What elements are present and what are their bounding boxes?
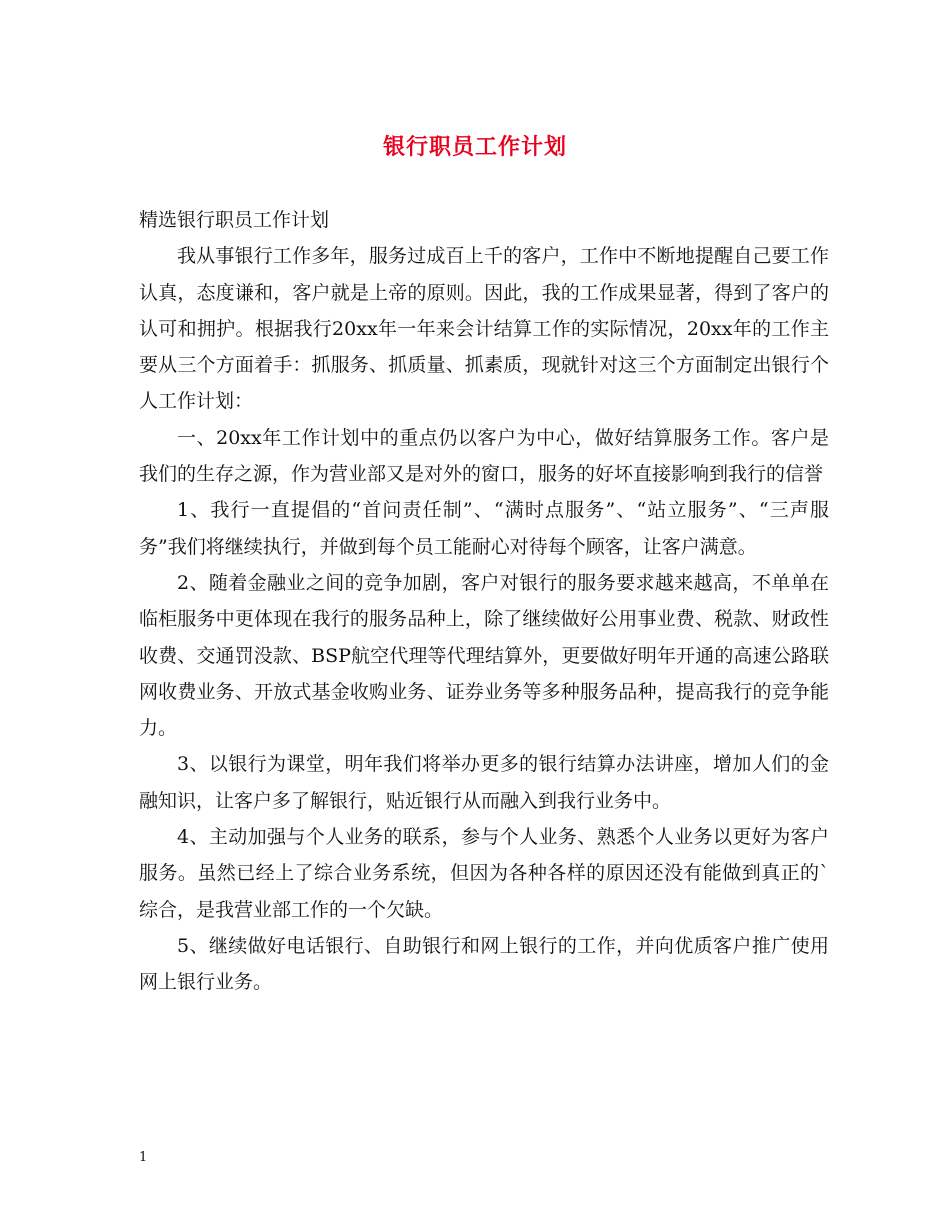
- paragraph-item-4: 4、主动加强与个人业务的联系，参与个人业务、熟悉个人业务以更好为客户服务。虽然已经上了综合业务系统，但因为各种各样的原因还没有能做到真正的`综合，是我营业部工作的一个欠缺。: [139, 826, 829, 921]
- document-title: 银行职员工作计划: [382, 134, 567, 160]
- paragraph-item-2: 2、随着金融业之间的竞争加剧，客户对银行的服务要求越来越高，不单单在临柜服务中更体现在我行的服务品种上，除了继续做好公用事业费、税款、财政性收费、交通罚没款、BSP航空代理等代理结算外，更要做好明年开通的高速公路联网收费业务、开放式基金收购业务、证券业务等多种服务品种，提高我行的竞争能力。: [139, 571, 829, 740]
- page-number: 1: [139, 1150, 148, 1165]
- paragraph-intro: 我从事银行工作多年，服务过成百上千的客户，工作中不断地提醒自己要工作认真，态度谦和，客户就是上帝的原则。因此，我的工作成果显著，得到了客户的认可和拥护。根据我行20xx年一年来会计结算工作的实际情况，20xx年的工作主要从三个方面着手：抓服务、抓质量、抓素质，现就针对这三个方面制定出银行个人工作计划：: [139, 245, 829, 413]
- document-body: [139, 202, 829, 1001]
- paragraph-item-3: 3、以银行为课堂，明年我们将举办更多的银行结算办法讲座，增加人们的金融知识，让客户多了解银行，贴近银行从而融入到我行业务中。: [139, 753, 829, 812]
- paragraph-item-1: 1、我行一直提倡的“首问责任制”、“满时点服务”、“站立服务”、“三声服务”我们将继续执行，并做到每个员工能耐心对待每个顾客，让客户满意。: [139, 499, 829, 558]
- paragraph-item-5: 5、继续做好电话银行、自助银行和网上银行的工作，并向优质客户推广使用网上银行业务。: [139, 934, 829, 994]
- document-subtitle: 精选银行职员工作计划: [139, 209, 330, 231]
- paragraph-section-one: 一、20xx年工作计划中的重点仍以客户为中心，做好结算服务工作。客户是我们的生存之源，作为营业部又是对外的窗口，服务的好坏直接影响到我行的信誉: [139, 426, 829, 486]
